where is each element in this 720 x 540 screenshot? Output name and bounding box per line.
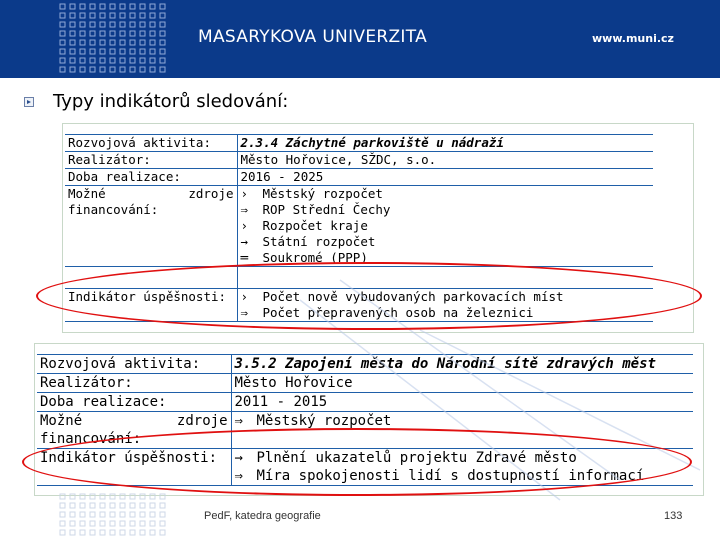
list-text: ROP Střední Čechy — [262, 202, 391, 217]
grid-dot — [120, 530, 125, 535]
list-text: Soukromé (PPP) — [262, 250, 368, 265]
grid-dot — [70, 512, 75, 517]
row-label — [65, 186, 237, 267]
grid-dot — [120, 31, 125, 36]
grid-dot — [60, 503, 65, 508]
row-value — [231, 355, 693, 374]
grid-dot — [100, 13, 105, 18]
grid-dot — [90, 58, 95, 63]
list-marker: ═ — [240, 250, 249, 265]
grid-dot — [150, 58, 155, 63]
grid-dot — [160, 503, 165, 508]
grid-dot — [110, 13, 115, 18]
row-value: 2011 - 2015 — [231, 393, 693, 412]
label-word: Možné — [68, 186, 106, 201]
grid-dot — [120, 22, 125, 27]
grid-dot — [140, 31, 145, 36]
grid-dot — [150, 4, 155, 9]
list-text: Počet nově vybudovaných parkovacích míst — [262, 289, 564, 304]
grid-dot — [120, 512, 125, 517]
grid-dot — [60, 58, 65, 63]
grid-dot — [90, 4, 95, 9]
grid-dot — [90, 13, 95, 18]
row-label: Rozvojová aktivita: — [65, 135, 237, 152]
grid-dot — [100, 22, 105, 27]
grid-dot — [160, 13, 165, 18]
grid-dot — [60, 13, 65, 18]
grid-dot — [140, 494, 145, 499]
grid-dot — [110, 530, 115, 535]
grid-dot — [100, 521, 105, 526]
label-line — [68, 186, 234, 202]
grid-dot — [150, 22, 155, 27]
grid-dot — [160, 494, 165, 499]
row-label: Rozvojová aktivita: — [37, 355, 231, 374]
grid-dot — [110, 521, 115, 526]
grid-dot — [80, 530, 85, 535]
footer-dot-grid — [58, 492, 170, 538]
grid-dot — [70, 67, 75, 72]
list-text: Státní rozpočet — [262, 234, 376, 249]
grid-dot — [60, 31, 65, 36]
list-item — [235, 412, 691, 430]
grid-dot — [80, 49, 85, 54]
grid-dot — [130, 13, 135, 18]
row-value: Město Hořovice — [231, 374, 693, 393]
table-row — [65, 289, 653, 322]
grid-dot — [60, 512, 65, 517]
grid-dot — [160, 521, 165, 526]
grid-dot — [160, 40, 165, 45]
row-label: Realizátor: — [65, 152, 237, 169]
grid-dot — [60, 530, 65, 535]
grid-dot — [120, 503, 125, 508]
grid-dot — [100, 4, 105, 9]
grid-dot — [80, 22, 85, 27]
grid-dot — [140, 22, 145, 27]
grid-dot — [130, 530, 135, 535]
grid-dot — [90, 49, 95, 54]
list-item — [241, 305, 651, 321]
grid-dot — [110, 49, 115, 54]
grid-dot — [80, 58, 85, 63]
list-item — [241, 250, 651, 266]
grid-dot — [90, 22, 95, 27]
grid-dot — [110, 503, 115, 508]
list-text: Míra spokojenosti lidí s dostupností informací — [256, 468, 645, 484]
table-row — [65, 135, 653, 152]
header-band — [0, 0, 720, 78]
grid-dot — [160, 530, 165, 535]
grid-dot — [80, 494, 85, 499]
activity-title: 3.5.2 Zapojení města do Národní sítě zdravých měst — [234, 356, 656, 372]
grid-dot — [110, 494, 115, 499]
grid-dot — [110, 512, 115, 517]
slide-heading: Typy indikátorů sledování: — [53, 91, 289, 112]
grid-dot — [60, 521, 65, 526]
list-item — [241, 186, 651, 202]
grid-dot — [150, 530, 155, 535]
grid-dot — [60, 494, 65, 499]
grid-dot — [90, 67, 95, 72]
development-table-healthy-cities — [34, 343, 704, 496]
label-line: financování: — [68, 202, 159, 217]
table-row — [65, 186, 653, 267]
grid-dot — [90, 512, 95, 517]
grid-dot — [160, 31, 165, 36]
grid-dot — [90, 521, 95, 526]
grid-dot — [150, 521, 155, 526]
grid-dot — [90, 31, 95, 36]
list-marker: › — [240, 218, 249, 233]
grid-dot — [130, 67, 135, 72]
grid-dot — [120, 40, 125, 45]
list-text: Městský rozpočet — [256, 413, 392, 429]
grid-dot — [140, 13, 145, 18]
grid-dot — [140, 58, 145, 63]
row-label: Doba realizace: — [65, 169, 237, 186]
row-value — [231, 449, 693, 486]
grid-dot — [130, 503, 135, 508]
list-marker: ⇒ — [234, 468, 243, 484]
label-word: zdroje — [176, 413, 228, 429]
list-marker: › — [240, 186, 249, 201]
grid-dot — [100, 58, 105, 63]
grid-dot — [60, 67, 65, 72]
grid-dot — [80, 40, 85, 45]
grid-dot — [120, 58, 125, 63]
spacer-cell — [65, 267, 237, 289]
list-marker: ⇒ — [240, 202, 249, 217]
table-row — [37, 449, 693, 486]
row-label — [37, 412, 231, 449]
grid-dot — [60, 49, 65, 54]
grid-dot — [150, 31, 155, 36]
grid-dot — [160, 4, 165, 9]
development-table-parking — [62, 123, 694, 333]
grid-dot — [160, 49, 165, 54]
grid-dot — [70, 530, 75, 535]
grid-dot — [100, 67, 105, 72]
list-item — [235, 449, 691, 467]
label-line — [40, 412, 228, 430]
label-word: zdroje — [188, 186, 234, 201]
grid-dot — [100, 40, 105, 45]
label-line: financování: — [40, 431, 142, 447]
grid-dot — [150, 40, 155, 45]
grid-dot — [140, 521, 145, 526]
grid-dot — [70, 13, 75, 18]
grid-dot — [130, 49, 135, 54]
grid-dot — [160, 67, 165, 72]
grid-dot — [100, 49, 105, 54]
row-value: 2016 - 2025 — [237, 169, 653, 186]
grid-dot — [80, 521, 85, 526]
table-row-spacer — [65, 267, 653, 289]
grid-dot — [60, 4, 65, 9]
list-text: Rozpočet kraje — [262, 218, 368, 233]
grid-dot — [140, 49, 145, 54]
grid-dot — [160, 22, 165, 27]
grid-dot — [70, 40, 75, 45]
grid-dot — [110, 67, 115, 72]
grid-dot — [130, 512, 135, 517]
row-label: Indikátor úspěšnosti: — [37, 449, 231, 486]
list-text: Městský rozpočet — [262, 186, 383, 201]
row-label: Doba realizace: — [37, 393, 231, 412]
footer-text: PedF, katedra geografie — [204, 510, 321, 522]
grid-dot — [150, 512, 155, 517]
table-parking — [65, 134, 653, 322]
grid-dot — [120, 49, 125, 54]
activity-title: 2.3.4 Záchytné parkoviště u nádraží — [240, 135, 504, 150]
grid-dot — [80, 4, 85, 9]
grid-dot — [70, 31, 75, 36]
row-label: Indikátor úspěšnosti: — [65, 289, 237, 322]
grid-dot — [120, 4, 125, 9]
list-item — [241, 289, 651, 305]
grid-dot — [140, 512, 145, 517]
grid-dot — [140, 4, 145, 9]
grid-dot — [130, 40, 135, 45]
grid-dot — [70, 58, 75, 63]
grid-dot — [70, 521, 75, 526]
grid-dot — [110, 40, 115, 45]
list-item — [235, 467, 691, 485]
table-row — [65, 169, 653, 186]
grid-dot — [150, 49, 155, 54]
grid-dot — [80, 13, 85, 18]
grid-dot — [70, 503, 75, 508]
table-row — [65, 152, 653, 169]
grid-dot — [130, 4, 135, 9]
grid-dot — [140, 503, 145, 508]
grid-dot — [150, 503, 155, 508]
grid-dot — [100, 530, 105, 535]
table-row — [37, 412, 693, 449]
grid-dot — [130, 58, 135, 63]
list-item — [241, 234, 651, 250]
arrow-bullet-icon — [24, 97, 34, 107]
grid-dot — [100, 512, 105, 517]
grid-dot — [150, 494, 155, 499]
row-value — [237, 289, 653, 322]
grid-dot — [120, 67, 125, 72]
grid-dot — [90, 40, 95, 45]
table-row — [37, 374, 693, 393]
grid-dot — [110, 58, 115, 63]
grid-dot — [60, 40, 65, 45]
list-item — [241, 202, 651, 218]
grid-dot — [100, 503, 105, 508]
grid-dot — [120, 13, 125, 18]
row-value — [231, 412, 693, 449]
grid-dot — [140, 67, 145, 72]
label-word: Možné — [40, 413, 83, 429]
grid-dot — [120, 494, 125, 499]
grid-dot — [70, 22, 75, 27]
list-item — [241, 218, 651, 234]
grid-dot — [90, 494, 95, 499]
grid-dot — [80, 31, 85, 36]
university-url[interactable]: www.muni.cz — [592, 32, 674, 45]
list-marker: → — [234, 450, 243, 466]
grid-dot — [130, 31, 135, 36]
grid-dot — [70, 49, 75, 54]
table-healthy-cities — [37, 354, 693, 486]
row-label: Realizátor: — [37, 374, 231, 393]
list-marker: ⇒ — [234, 413, 243, 429]
grid-dot — [140, 530, 145, 535]
spacer-cell — [237, 267, 653, 289]
grid-dot — [140, 40, 145, 45]
grid-dot — [70, 494, 75, 499]
list-marker: › — [240, 289, 249, 304]
grid-dot — [130, 521, 135, 526]
grid-dot — [70, 4, 75, 9]
table-row — [37, 355, 693, 374]
slide-number: 133 — [664, 510, 683, 522]
university-name: MASARYKOVA UNIVERZITA — [198, 27, 428, 47]
row-value — [237, 135, 653, 152]
row-value — [237, 186, 653, 267]
logo-dot-grid — [58, 2, 170, 76]
grid-dot — [80, 67, 85, 72]
list-text: Počet přepravených osob na železnici — [262, 305, 534, 320]
grid-dot — [80, 512, 85, 517]
grid-dot — [100, 494, 105, 499]
grid-dot — [90, 530, 95, 535]
grid-dot — [150, 13, 155, 18]
grid-dot — [130, 22, 135, 27]
grid-dot — [100, 31, 105, 36]
list-marker: → — [240, 234, 249, 249]
grid-dot — [90, 503, 95, 508]
list-marker: ⇒ — [240, 305, 249, 320]
grid-dot — [120, 521, 125, 526]
table-row — [37, 393, 693, 412]
grid-dot — [160, 58, 165, 63]
grid-dot — [150, 67, 155, 72]
row-value: Město Hořovice, SŽDC, s.o. — [237, 152, 653, 169]
grid-dot — [110, 4, 115, 9]
grid-dot — [160, 512, 165, 517]
grid-dot — [130, 494, 135, 499]
grid-dot — [60, 22, 65, 27]
list-text: Plnění ukazatelů projektu Zdravé město — [256, 450, 577, 466]
grid-dot — [80, 503, 85, 508]
grid-dot — [110, 31, 115, 36]
grid-dot — [110, 22, 115, 27]
